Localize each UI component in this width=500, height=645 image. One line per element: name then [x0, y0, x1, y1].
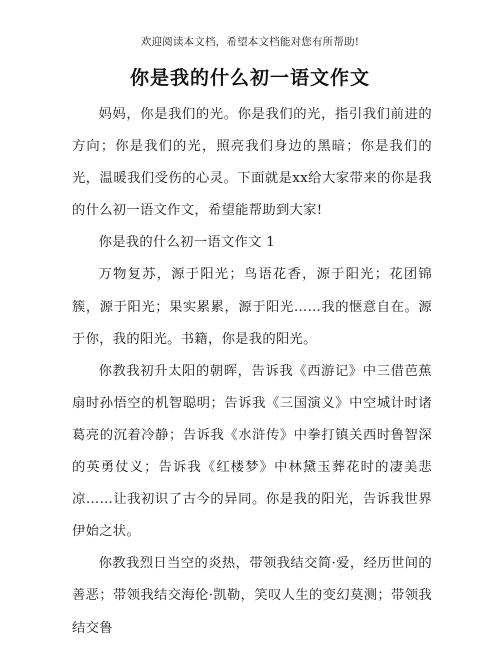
section-heading: 你是我的什么初一语文作文 1 — [98, 235, 276, 251]
body-paragraph: 你教我初升太阳的朝晖，告诉我《西游记》中三借芭蕉扇时孙悟空的机智聪明；告诉我《三国演义》中空城计时诸葛亮的沉着冷静；告诉我《水浒传》中拳打镇关西时鲁智深的英勇仗义；告诉我《红楼梦》中林黛玉葬花时的凄美悲凉……让我初识了古今的异同。你是我的阳光，告诉我世界伊始之状。 — [72, 363, 432, 540]
document-title: 你是我的什么初一语文作文 — [129, 67, 370, 89]
body-paragraph: 万物复苏，源于阳光；鸟语花香，源于阳光；花团锦簇，源于阳光；果实累累，源于阳光……我的惬意自在。源于你，我的阳光。书籍，你是我的阳光。 — [72, 267, 432, 347]
document-body — [72, 99, 432, 645]
intro-paragraph: 妈妈，你是我们的光。你是我们的光，指引我们前进的方向；你是我们的光，照亮我们身边的黑暗；你是我们的光，温暖我们受伤的心灵。下面就是xx给大家带来的你是我的什么初一语文作文，希望能帮助到大家! — [72, 107, 432, 219]
header-note: 欢迎阅读本文档，希望本文档能对您有所帮助! — [140, 36, 360, 48]
body-paragraph: 你教我烈日当空的炎热，带领我结交简·爱，经历世间的善恶；带领我结交海伦·凯勒，笑叹人生的变幻莫测；带领我结交鲁 — [72, 556, 432, 636]
